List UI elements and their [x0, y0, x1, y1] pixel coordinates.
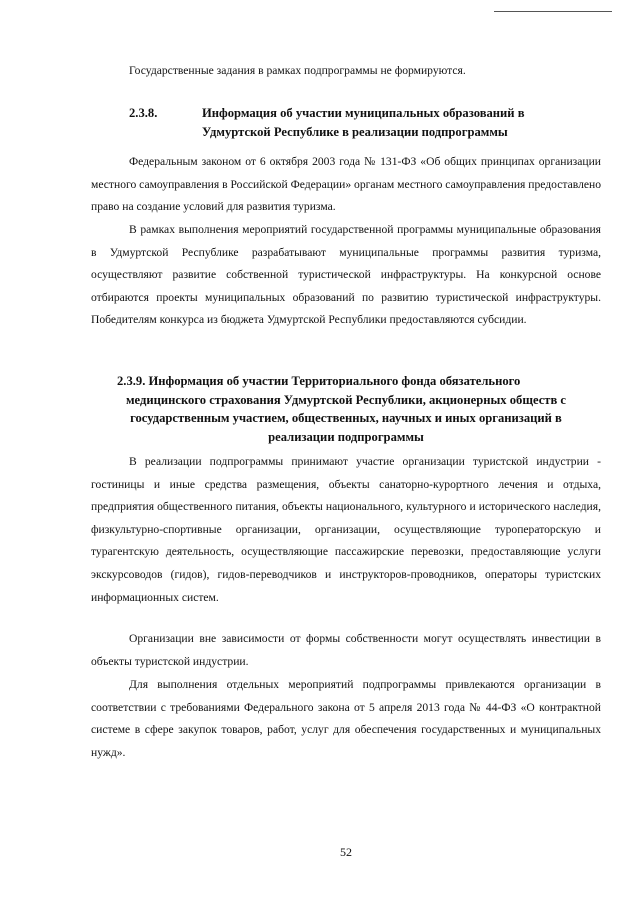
- section-title-line-2: Удмуртской Республике в реализации подпрограммы: [202, 124, 508, 139]
- section-2-3-9-paragraph-1: В реализации подпрограммы принимают участие организации туристской индустрии - гостиницы и иные средства размещения, объекты санаторно-курортного лечения и отдыха, предприятия общественного питания, объекты национального, культурного и исторического наследия, физкультурно-спортивные организации, организации, осуществляющие туроператорскую и турагентскую деятельность, осуществляющие пассажирские перевозки, предоставляющие услуги экскурсоводов (гидов), гидов-переводчиков и инструкторов-проводников, операторы туристских информационных систем.: [91, 455, 601, 604]
- section-2-3-8-heading: [129, 104, 601, 141]
- section-number: 2.3.8.: [129, 106, 158, 120]
- section-2-3-8-paragraph-1: Федеральным законом от 6 октября 2003 года № 131-ФЗ «Об общих принципах организации местного самоуправления в Российской Федерации» органам местного самоуправления предоставлено право на создание условий для развития туризма.: [91, 155, 601, 214]
- section-2-3-9-heading: [91, 372, 601, 446]
- section-title-line-2: медицинского страхования Удмуртской Республики, акционерных обществ с: [125, 392, 567, 407]
- page-number: 52: [340, 845, 352, 859]
- section-title-line-4: реализации подпрограммы: [268, 429, 424, 444]
- section-2-3-8-paragraph-2: В рамках выполнения мероприятий государственной программы муниципальные образования в Удмуртской Республике разрабатывают муниципальные программы развития туризма, осуществляют развитие собственной туристической инфраструктуры. На конкурсной основе отбираются проекты муниципальных образований по развитию туристической инфраструктуры. Победителям конкурса из бюджета Удмуртской Республики предоставляются субсидии.: [91, 223, 601, 327]
- section-title-line-3: государственным участием, общественных, научных и иных организаций в: [130, 411, 562, 425]
- top-rule: [494, 11, 612, 12]
- intro-paragraph: Государственные задания в рамках подпрограммы не формируются.: [129, 64, 466, 77]
- section-title-line-1: Информация об участии муниципальных образований в: [202, 106, 525, 120]
- section-title-line-1: 2.3.9. Информация об участии Территориального фонда обязательного: [117, 374, 521, 388]
- section-2-3-9-paragraph-3: Для выполнения отдельных мероприятий подпрограммы привлекаются организации в соответствии с требованиями Федерального закона от 5 апреля 2013 года № 44-ФЗ «О контрактной системе в сфере закупок товаров, работ, услуг для обеспечения государственных и муниципальных нужд».: [91, 678, 601, 759]
- section-2-3-9-paragraph-2: Организации вне зависимости от формы собственности могут осуществлять инвестиции в объекты туристской индустрии.: [91, 632, 601, 668]
